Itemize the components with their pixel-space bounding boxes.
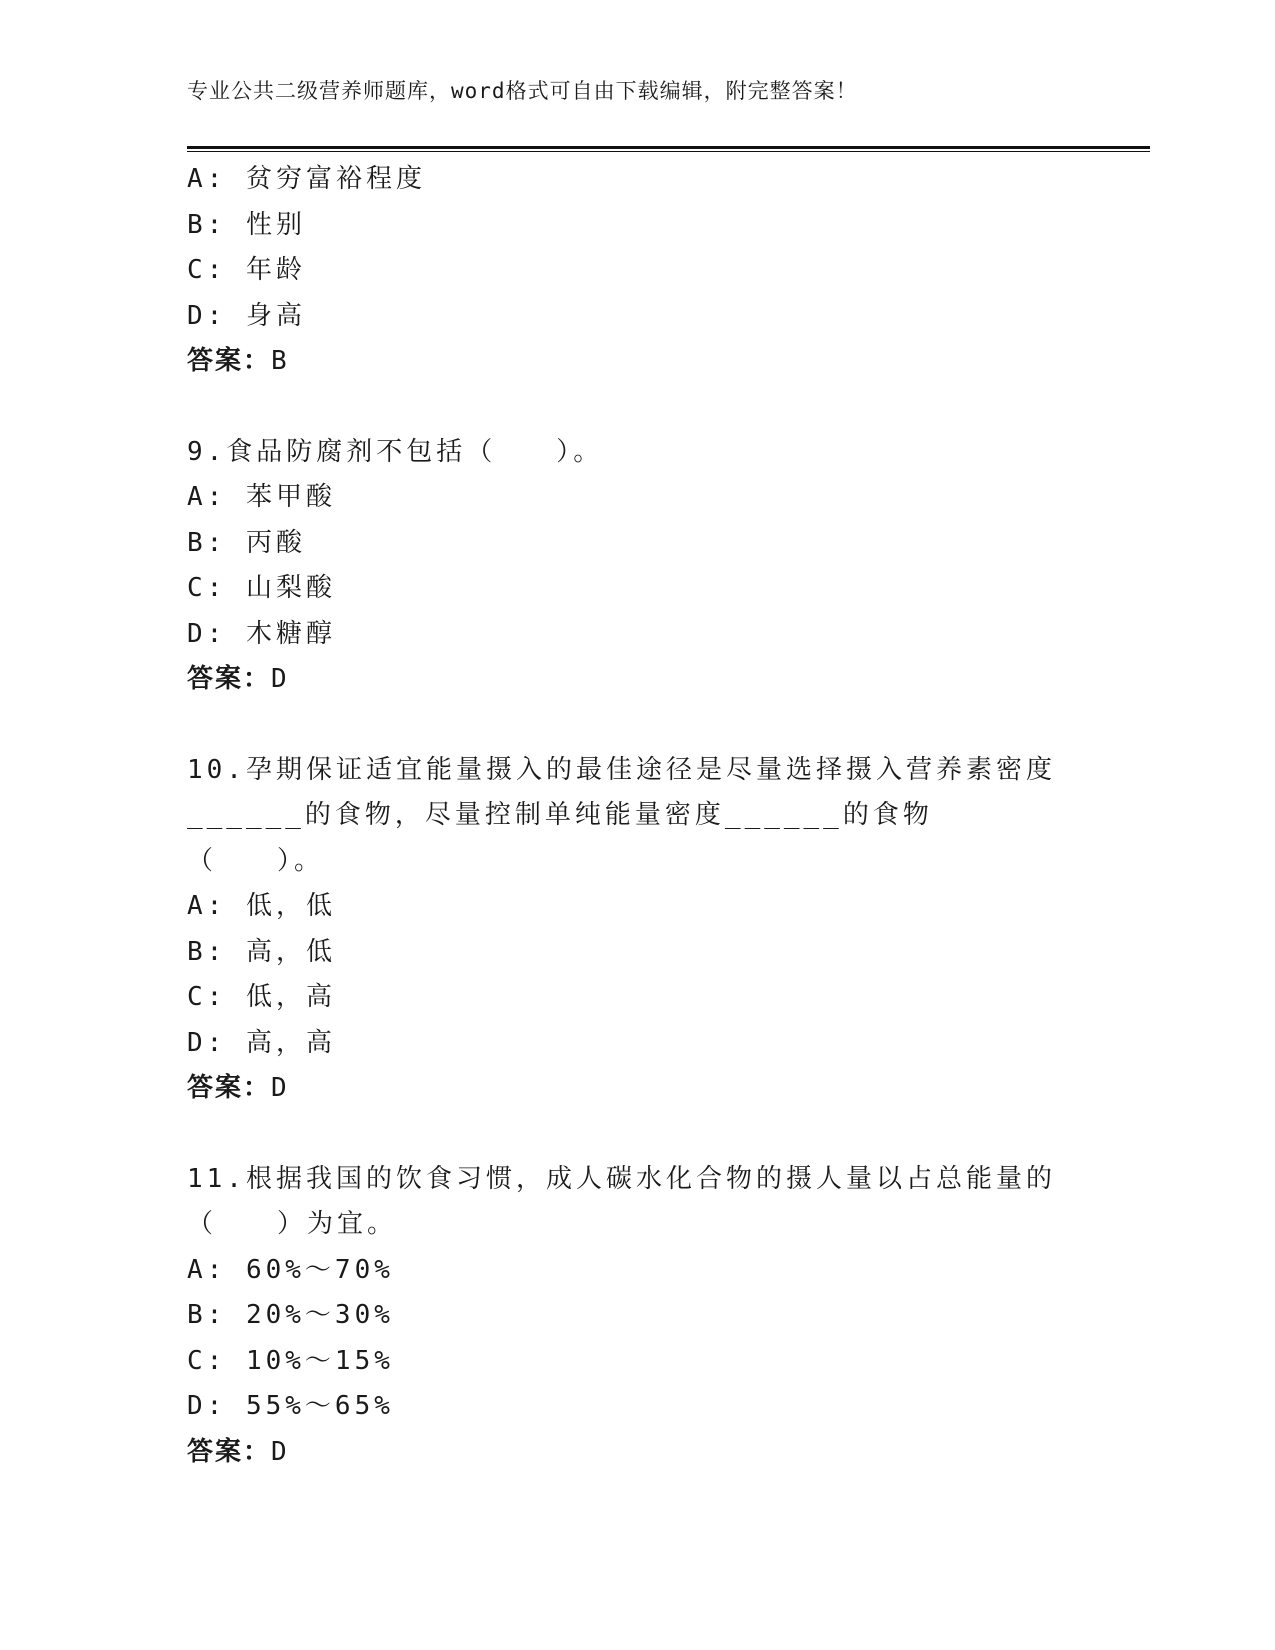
header-rule-thick	[187, 146, 1150, 149]
option-b: B: 丙酸	[187, 527, 306, 558]
option-c: C: 低，高	[187, 982, 336, 1012]
question-stem: 11.根据我国的饮食习惯，成人碳水化合物的摄人量以占总能量的（ ）为宜。	[187, 1163, 1056, 1239]
option-b: B: 20%～30%	[187, 1300, 394, 1330]
answer-line: 答案：D	[187, 664, 288, 694]
option-d: D: 高，高	[187, 1027, 336, 1058]
option-a: A: 60%～70%	[187, 1254, 394, 1285]
option-c: C: 山梨酸	[187, 573, 336, 603]
option-a: A: 低，低	[187, 891, 336, 921]
question-list	[187, 157, 1067, 1475]
option-a: A: 苯甲酸	[187, 482, 336, 512]
question-stem: 10.孕期保证适宜能量摄入的最佳途径是尽量选择摄入营养素密度______的食物，尽量控制单纯能量密度______的食物（ ）。	[187, 754, 1056, 876]
header-rule-thin	[187, 151, 1150, 152]
question-stem: 9.食品防腐剂不包括（ ）。	[187, 436, 604, 467]
question-11	[187, 1157, 1067, 1476]
page-header: 专业公共二级营养师题库，word格式可自由下载编辑，附完整答案！	[187, 79, 858, 103]
option-d: D: 55%～65%	[187, 1391, 394, 1421]
question-8	[187, 157, 1067, 385]
option-c: C: 10%～15%	[187, 1345, 394, 1376]
option-d: D: 木糖醇	[187, 618, 336, 649]
question-10	[187, 748, 1067, 1112]
option-d: D: 身高	[187, 300, 306, 331]
question-9	[187, 430, 1067, 703]
answer-line: 答案：D	[187, 1436, 288, 1467]
answer-line: 答案：D	[187, 1073, 288, 1103]
option-c: C: 年龄	[187, 255, 306, 285]
option-b: B: 性别	[187, 209, 306, 240]
option-a: A: 贫穷富裕程度	[187, 164, 426, 194]
answer-line: 答案：B	[187, 346, 288, 376]
option-b: B: 高，低	[187, 936, 336, 967]
